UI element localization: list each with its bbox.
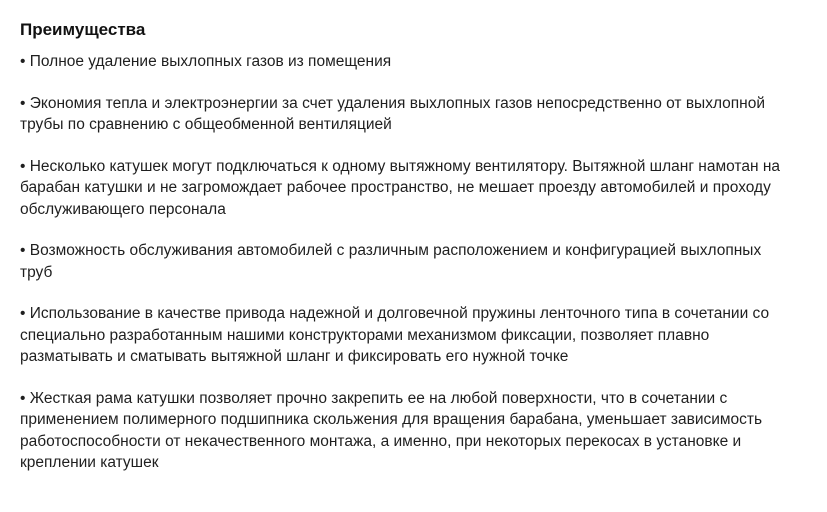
list-item-line: • Жесткая рама катушки позволяет прочно закрепить ее на любой поверхности, что в сочетании с	[20, 389, 728, 407]
list-item-line: труб	[20, 263, 53, 281]
list-item-line: • Несколько катушек могут подключаться к одному вытяжному вентилятору. Вытяжной шланг намотан на	[20, 157, 780, 175]
list-item	[20, 388, 810, 474]
list-item-line: • Полное удаление выхлопных газов из помещения	[20, 53, 392, 70]
list-item-line: разматывать и сматывать вытяжной шланг и фиксировать его нужной точке	[20, 348, 569, 365]
list-item-line: барабан катушки и не загромождает рабочее пространство, не мешает проезду автомобилей и проходу	[20, 179, 771, 196]
list-item-line: трубы по сравнению с общеобменной вентиляцией	[20, 116, 392, 133]
list-item-line: применением полимерного подшипника скольжения для вращения барабана, уменьшает зависимость	[20, 411, 763, 428]
list-item	[20, 156, 810, 221]
list-item	[20, 303, 810, 368]
advantages-list	[20, 51, 810, 474]
list-item-line: обслуживающего персонала	[20, 200, 226, 218]
list-item-line: • Экономия тепла и электроэнергии за счет удаления выхлопных газов непосредственно от выхлопной	[20, 94, 766, 112]
list-item	[20, 93, 810, 136]
section-heading: Преимущества	[20, 20, 146, 39]
list-item	[20, 240, 810, 283]
list-item-line: • Возможность обслуживания автомобилей с различным расположением и конфигурацией выхлопных	[20, 242, 762, 259]
list-item-line: • Использование в качестве привода надежной и долговечной пружины ленточного типа в сочетании со	[20, 305, 770, 322]
list-item-line: специально разработанным нашими конструкторами механизмом фиксации, позволяет плавно	[20, 326, 710, 344]
list-item-line: работоспособности от некачественного монтажа, а именно, при некоторых перекосах в установке и	[20, 432, 742, 450]
advantages-section	[20, 0, 810, 474]
list-item	[20, 51, 810, 73]
list-item-line: креплении катушек	[20, 454, 159, 471]
